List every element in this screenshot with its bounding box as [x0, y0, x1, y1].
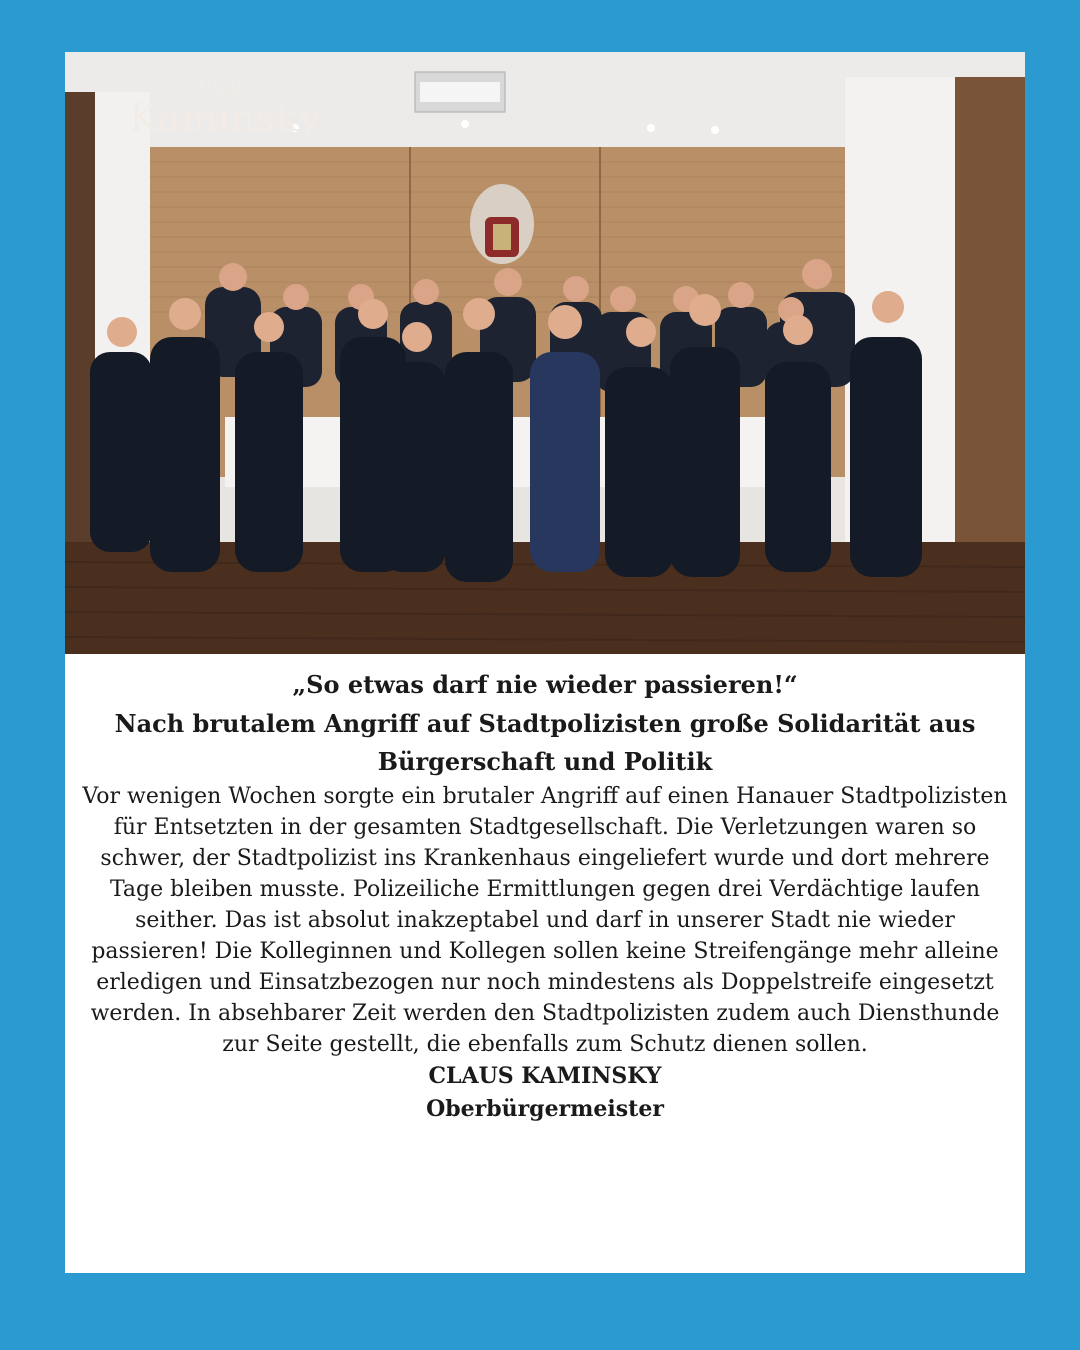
body-text: Vor wenigen Wochen sorgte ein brutaler Angriff auf einen Hanauer Stadtpolizisten für Entsetzten in der gesamten Stadtgesellschaft. Die Verletzungen waren so schwer, der Stadtpolizist ins Krankenhaus eingeliefert wurde und dort mehrere Tage bleiben musste. Polizeiliche Ermittlungen gegen drei Verdächtige laufen seither. Das ist absolut inakzeptabel und darf in unserer Stadt nie wieder passieren! Die Kolleginnen und Kollegen sollen keine Streifengänge mehr alleine erledigen und Einsatzbezogen nur noch mindestens als Doppelstreife eingesetzt werden. In absehbarer Zeit werden den Stadtpolizisten zudem auch Diensthunde zur Seite gestellt, die ebenfalls zum Schutz dienen sollen. — [82, 784, 1008, 1057]
logo-last-name: Kaminsky — [129, 96, 321, 140]
signer-name: CLAUS KAMINSKY — [428, 1063, 662, 1089]
signer-role: Oberbürgermeister — [426, 1096, 664, 1122]
group-photo-illustration — [65, 52, 1025, 654]
coat-of-arms-icon — [470, 184, 534, 264]
kaminsky-logo — [129, 76, 321, 140]
headline: „So etwas darf nie wieder passieren!“ — [292, 670, 798, 699]
subheadline: Nach brutalem Angriff auf Stadtpolizisten große Solidarität aus Bürgerschaft und Politik — [114, 709, 976, 776]
article-text — [65, 664, 1025, 1126]
post-card — [65, 52, 1025, 1273]
group-photo — [65, 52, 1025, 654]
logo-first-name: Claus — [197, 76, 252, 98]
